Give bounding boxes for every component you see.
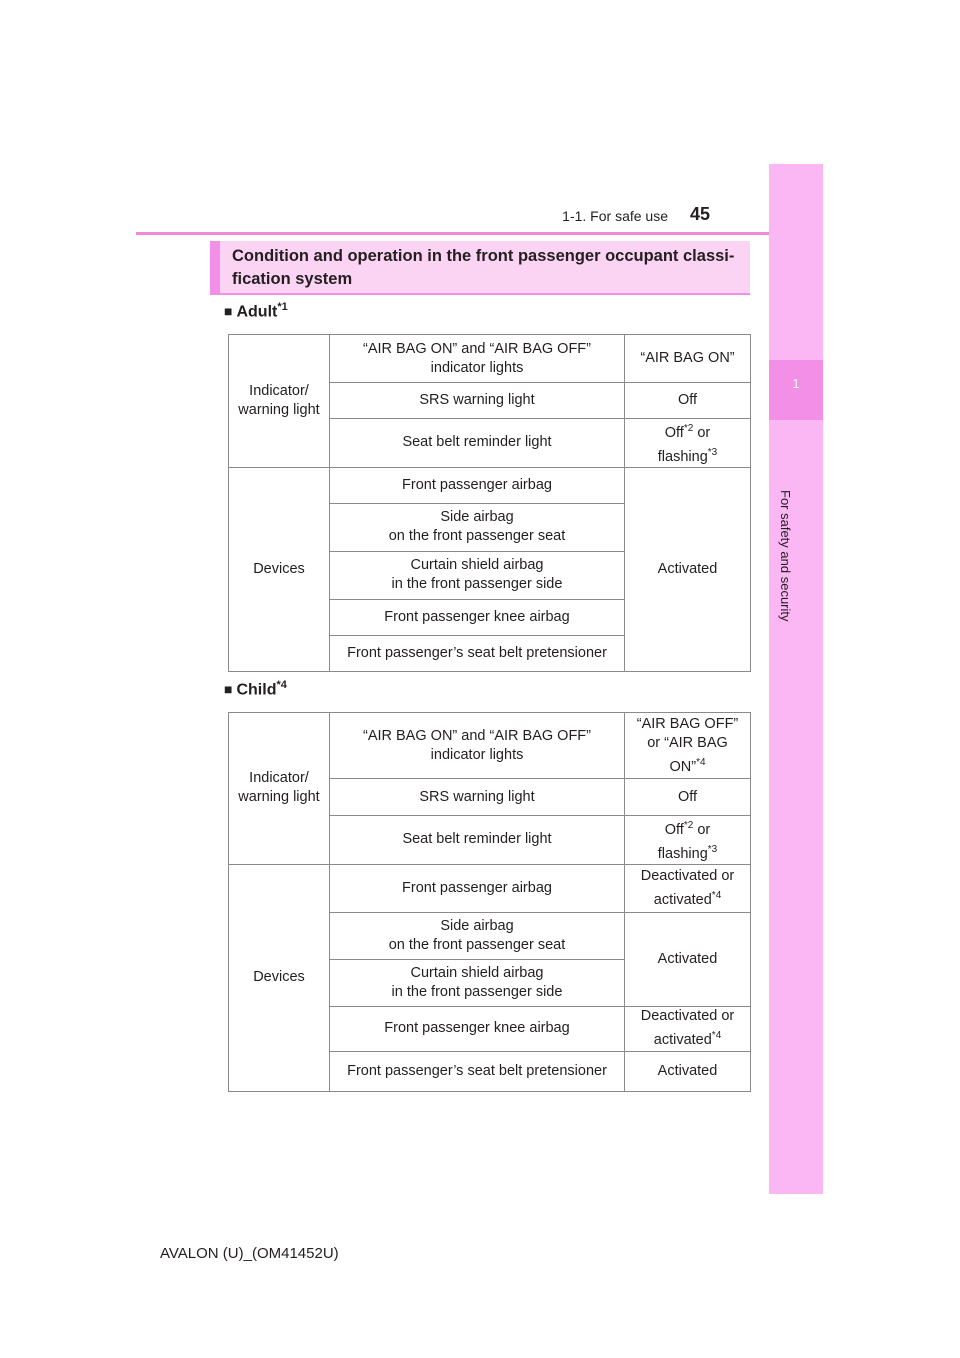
device-side-airbag: Side airbag on the front passenger seat (330, 912, 625, 959)
seatbelt-label: Seat belt reminder light (330, 419, 625, 468)
airbag-lights-cell: “AIR BAG ON” and “AIR BAG OFF” indicator lights (330, 335, 625, 383)
page-number: 45 (690, 204, 711, 224)
airbag-lights-value: “AIR BAG ON” (625, 335, 751, 383)
device-front-airbag: Front passenger airbag (330, 864, 625, 912)
square-bullet-icon: ■ (224, 303, 233, 320)
device-pretensioner: Front passenger’s seat belt pretensioner (330, 1051, 625, 1091)
section-title (210, 241, 750, 295)
adult-table (228, 334, 751, 672)
devices-value: Activated (625, 467, 751, 671)
airbag-lights-value: “AIR BAG OFF” or “AIR BAG ON”$^{*4}$ (625, 713, 751, 779)
airbag-lights-cell: “AIR BAG ON” and “AIR BAG OFF” indicator lights (330, 713, 625, 779)
seatbelt-label: Seat belt reminder light (330, 816, 625, 865)
seatbelt-value: Off$^{*2}$ or flashing$^{*3}$ (625, 816, 751, 865)
device-side-curtain-value: Activated (625, 912, 751, 1006)
device-knee-airbag: Front passenger knee airbag (330, 599, 625, 635)
srs-label: SRS warning light (330, 383, 625, 419)
device-knee-airbag: Front passenger knee airbag (330, 1006, 625, 1051)
devices-header-cell: Devices (229, 864, 330, 1091)
srs-value: Off (625, 383, 751, 419)
child-heading: ■ Child$^{*4}$ (224, 679, 287, 699)
table-row (229, 713, 751, 779)
device-pretensioner: Front passenger’s seat belt pretensioner (330, 635, 625, 671)
device-knee-airbag-value: Deactivated or activated$^{*4}$ (625, 1006, 751, 1051)
footnote-ref: *1 (277, 301, 288, 313)
section-title-line-2: fication system (232, 270, 353, 288)
square-bullet-icon: ■ (224, 681, 233, 698)
devices-header-cell: Devices (229, 467, 330, 671)
running-header: 1-1. For safe use (562, 208, 668, 224)
footer-model-code: AVALON (U)_(OM41452U) (160, 1245, 339, 1262)
srs-value: Off (625, 779, 751, 816)
table-row (229, 335, 751, 383)
device-pretensioner-value: Activated (625, 1051, 751, 1091)
device-curtain-airbag: Curtain shield airbag in the front passenger side (330, 959, 625, 1006)
srs-label: SRS warning light (330, 779, 625, 816)
device-curtain-airbag: Curtain shield airbag in the front passenger side (330, 551, 625, 599)
child-table (228, 712, 751, 1092)
device-front-airbag: Front passenger airbag (330, 467, 625, 503)
chapter-title: For safety and security (778, 490, 793, 622)
device-front-airbag-value: Deactivated or activated$^{*4}$ (625, 864, 751, 912)
footnote-ref: *4 (276, 679, 287, 691)
table-row (229, 467, 751, 503)
header-rule (136, 232, 823, 235)
section-title-line-1: Condition and operation in the front passenger occupant classi- (232, 247, 735, 265)
seatbelt-value: Off$^{*2}$ or flashing$^{*3}$ (625, 419, 751, 468)
indicator-header-cell: Indicator/ warning light (229, 335, 330, 468)
chapter-tab (769, 164, 823, 1194)
device-side-airbag: Side airbag on the front passenger seat (330, 503, 625, 551)
table-row (229, 864, 751, 912)
indicator-header-cell: Indicator/ warning light (229, 713, 330, 865)
chapter-number: 1 (792, 376, 800, 391)
adult-heading: ■ Adult$^{*1}$ (224, 301, 288, 321)
